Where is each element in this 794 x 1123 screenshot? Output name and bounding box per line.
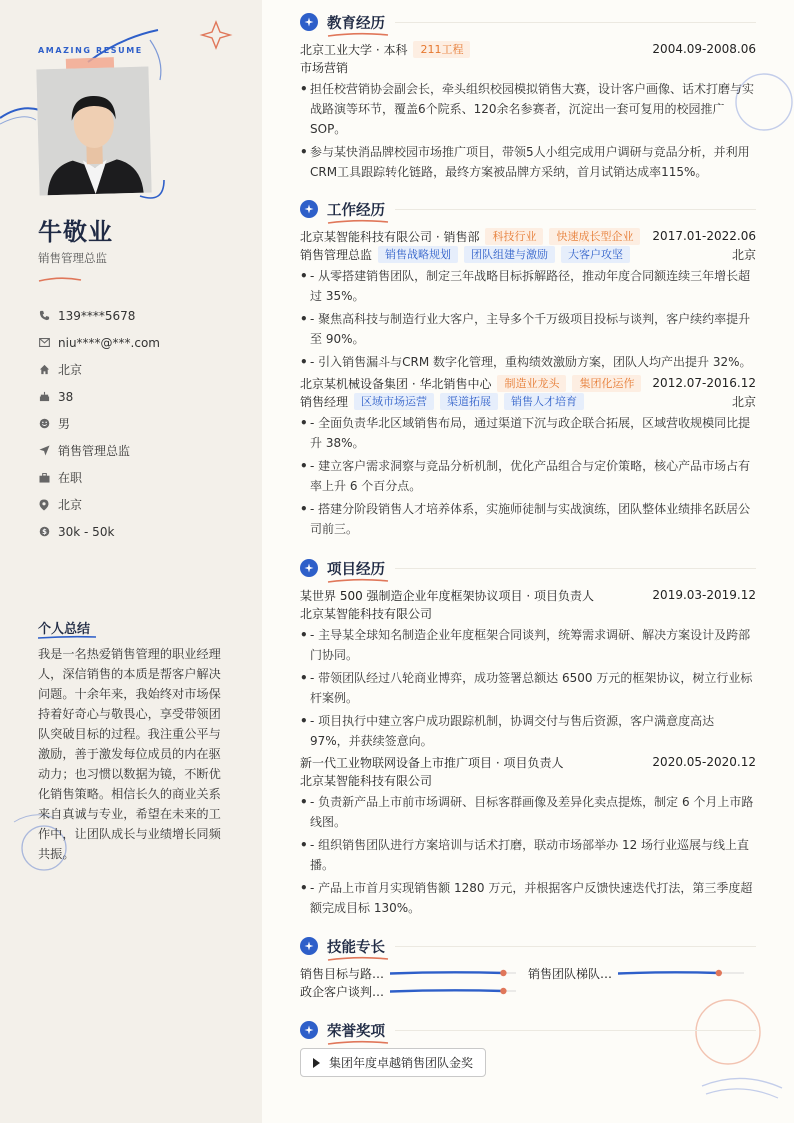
info-gender: [38, 410, 248, 437]
info-salary: [38, 518, 248, 545]
section-rule: [395, 22, 756, 23]
info-city: [38, 356, 248, 383]
section-star-icon: [300, 937, 318, 955]
skill-item: [300, 964, 528, 982]
section-work: [300, 197, 756, 539]
home-icon: [38, 364, 50, 376]
info-status: [38, 464, 248, 491]
project-header: [300, 586, 756, 604]
education-date: 2004.09-2008.06: [652, 42, 756, 56]
info-text: 30k - 50k: [58, 524, 115, 539]
list-item: • - 聚焦高科技与制造行业大客户，主导多个千万级项目投标与谈判，客户续约率提升至 90%。: [300, 312, 751, 346]
section-star-icon: [300, 13, 318, 31]
company-tag: 集团化运作: [572, 375, 641, 392]
info-email: [38, 329, 248, 356]
candidate-title: 销售管理总监: [38, 251, 107, 265]
skills-list: [300, 964, 756, 1000]
role-tag: 区域市场运营: [354, 393, 434, 410]
skill-label: 政企客户谈判…: [300, 984, 385, 999]
name-underline: [38, 276, 82, 284]
info-target-role: [38, 437, 248, 464]
salary-icon: [38, 526, 50, 538]
list-item: • - 全面负责华北区域销售布局，通过渠道下沉与政企联合拓展，区域营收规模同比提升 38%。: [300, 416, 751, 450]
avatar: [36, 67, 151, 196]
project-date: 2019.03-2019.12: [652, 588, 756, 602]
job-header: [300, 227, 756, 245]
location-icon: [38, 499, 50, 511]
info-text: 在职: [58, 471, 83, 485]
skill-label: 销售团队梯队…: [528, 966, 613, 981]
project-org-row: [300, 771, 756, 789]
contact-info: [38, 302, 248, 545]
skill-item: [528, 964, 756, 982]
company-name: 北京某智能科技有限公司 · 销售部: [300, 229, 480, 244]
skill-fill: [390, 972, 503, 973]
project-date: 2020.05-2020.12: [652, 755, 756, 769]
role-tag: 大客户攻坚: [561, 246, 630, 263]
section-rule: [395, 1030, 756, 1031]
job-city: 北京: [731, 247, 756, 262]
company-name: 北京某机械设备集团 · 华北销售中心: [300, 376, 492, 391]
role-tag: 渠道拓展: [440, 393, 498, 410]
summary-heading: 个人总结: [38, 622, 91, 637]
skill-bar: [390, 968, 516, 978]
info-text: 北京: [58, 363, 83, 377]
candidate-name: 牛敬业: [38, 217, 113, 246]
job-role: 销售经理: [300, 394, 349, 409]
project-org: 北京某智能科技有限公司: [300, 606, 433, 621]
section-projects: [300, 556, 756, 918]
skill-item: [300, 982, 528, 1000]
section-underline: [327, 578, 389, 584]
info-text: 男: [58, 417, 71, 431]
section-awards: [300, 1018, 756, 1077]
project-name: 某世界 500 强制造企业年度框架协议项目 · 项目负责人: [300, 588, 594, 603]
job-header: [300, 374, 756, 392]
list-item: • - 项目执行中建立客户成功跟踪机制，协调交付与售后资源，客户满意度高达 97%，并获续签意向。: [300, 714, 715, 748]
role-tag: 销售人才培育: [504, 393, 584, 410]
education-major-row: [300, 58, 756, 76]
section-star-icon: [300, 1021, 318, 1039]
job-role-row: [300, 245, 756, 263]
section-star-icon: [300, 200, 318, 218]
mail-icon: [38, 337, 50, 349]
skill-fill: [390, 990, 503, 991]
job-city: 北京: [731, 394, 756, 409]
school-tag: 211工程: [413, 41, 470, 58]
briefcase-icon: [38, 472, 50, 484]
section-title: 项目经历: [327, 561, 385, 578]
project-header: [300, 753, 756, 771]
section-underline: [327, 1040, 389, 1046]
list-item: • - 主导某全球知名制造企业年度框架合同谈判，统筹需求调研、解决方案设计及跨部门协同。: [300, 628, 751, 662]
role-tag: 团队组建与激励: [464, 246, 555, 263]
award-label: 集团年度卓越销售团队金奖: [329, 1056, 474, 1070]
section-underline: [327, 32, 389, 38]
job-date: 2017.01-2022.06: [652, 229, 756, 243]
skill-label: 销售目标与路…: [300, 966, 385, 981]
list-item: • - 带领团队经过八轮商业博弈，成功签署总额达 6500 万元的框架协议，树立行业标杆案例。: [300, 671, 753, 705]
award-item[interactable]: [300, 1048, 486, 1077]
section-title: 技能专长: [327, 939, 385, 956]
company-tag: 科技行业: [485, 228, 543, 245]
send-icon: [38, 445, 50, 457]
info-text: 北京: [58, 498, 83, 512]
avatar-frame: [36, 64, 152, 196]
skill-bar: [618, 968, 744, 978]
section-rule: [395, 209, 756, 210]
school-name: 北京工业大学 · 本科: [300, 42, 408, 57]
list-item: • - 负责新产品上市前市场调研、目标客群画像及差异化卖点提炼，制定 6 个月上市路线图。: [300, 795, 754, 829]
section-title: 荣誉奖项: [327, 1023, 385, 1040]
major: 市场营销: [300, 60, 349, 75]
job-role-row: [300, 392, 756, 410]
info-phone: [38, 302, 248, 329]
project-name: 新一代工业物联网设备上市推广项目 · 项目负责人: [300, 755, 564, 770]
skill-fill: [618, 972, 719, 973]
list-item: • - 产品上市首月实现销售额 1280 万元，并根据客户反馈快速迭代打法，第三季度超额完成目标 130%。: [300, 881, 753, 915]
cake-icon: [38, 391, 50, 403]
section-underline: [327, 956, 389, 962]
section-title: 工作经历: [327, 202, 385, 219]
list-item: • - 引入销售漏斗与CRM 数字化管理，重构绩效激励方案，团队人均产出提升 32%。: [300, 355, 752, 369]
summary-underline: [38, 634, 98, 642]
section-skills: [300, 934, 756, 1000]
info-text: 139****5678: [58, 308, 136, 323]
skill-marker: [500, 970, 506, 976]
smile-icon: [38, 418, 50, 430]
info-text: 38: [58, 389, 74, 404]
section-education: [300, 10, 756, 182]
list-item: • - 从零搭建销售团队，制定三年战略目标拆解路径，推动年度合同额连续三年增长超过 35%。: [300, 269, 751, 303]
section-title: 教育经历: [327, 15, 385, 32]
phone-icon: [38, 310, 50, 322]
list-item: • 担任校营销协会副会长，牵头组织校园模拟销售大赛，设计客户画像、话术打磨与实战路演等环节，覆盖6个院系、120余名参赛者，沉淀出一套可复用的校园推广SOP。: [300, 82, 755, 136]
section-rule: [395, 946, 756, 947]
project-org: 北京某智能科技有限公司: [300, 773, 433, 788]
main-content: [262, 0, 794, 1123]
info-age: [38, 383, 248, 410]
company-tag: 制造业龙头: [497, 375, 566, 392]
resume-tagline: AMAZING RESUME: [38, 46, 143, 55]
play-icon: [313, 1058, 320, 1068]
company-tag: 快速成长型企业: [549, 228, 640, 245]
project-org-row: [300, 604, 756, 622]
info-text: 销售管理总监: [58, 444, 131, 458]
list-item: • - 建立客户需求洞察与竞品分析机制，优化产品组合与定价策略，核心产品市场占有率上升 6 个百分点。: [300, 459, 751, 493]
skill-marker: [716, 970, 722, 976]
list-item: • 参与某快消品牌校园市场推广项目，带领5人小组完成用户调研与竞品分析，并利用CRM工具跟踪转化链路，最终方案被品牌方采纳，首月试销达成率115%。: [300, 145, 750, 179]
section-rule: [395, 568, 756, 569]
section-star-icon: [300, 559, 318, 577]
info-text: niu****@***.com: [58, 335, 160, 350]
skill-marker: [500, 988, 506, 994]
job-role: 销售管理总监: [300, 247, 373, 262]
section-underline: [327, 219, 389, 225]
education-header: [300, 40, 756, 58]
job-date: 2012.07-2016.12: [652, 376, 756, 390]
role-tag: 销售战略规划: [378, 246, 458, 263]
info-target-city: [38, 491, 248, 518]
list-item: • - 搭建分阶段销售人才培养体系，实施师徒制与实战演练，团队整体业绩排名跃居公司前三。: [300, 502, 751, 536]
summary-text: 我是一名热爱销售管理的职业经理人，深信销售的本质是帮客户解决问题。十余年来，我始终对市场保持着好奇心与敬畏心，享受带领团队突破目标的过程。我注重公平与激励，善于激发每位成员的内在驱动力；也习惯以数据为镜，不断优化销售策略。相信长久的商业关系来自真诚与专业，希望在未来的工作中，让团队成长与业绩增长同频共振。: [38, 647, 221, 861]
sidebar: [0, 0, 262, 1123]
svg-text:$: $: [41, 527, 47, 536]
skill-bar: [390, 986, 516, 996]
list-item: • - 组织销售团队进行方案培训与话术打磨，联动市场部举办 12 场行业巡展与线上直播。: [300, 838, 750, 872]
